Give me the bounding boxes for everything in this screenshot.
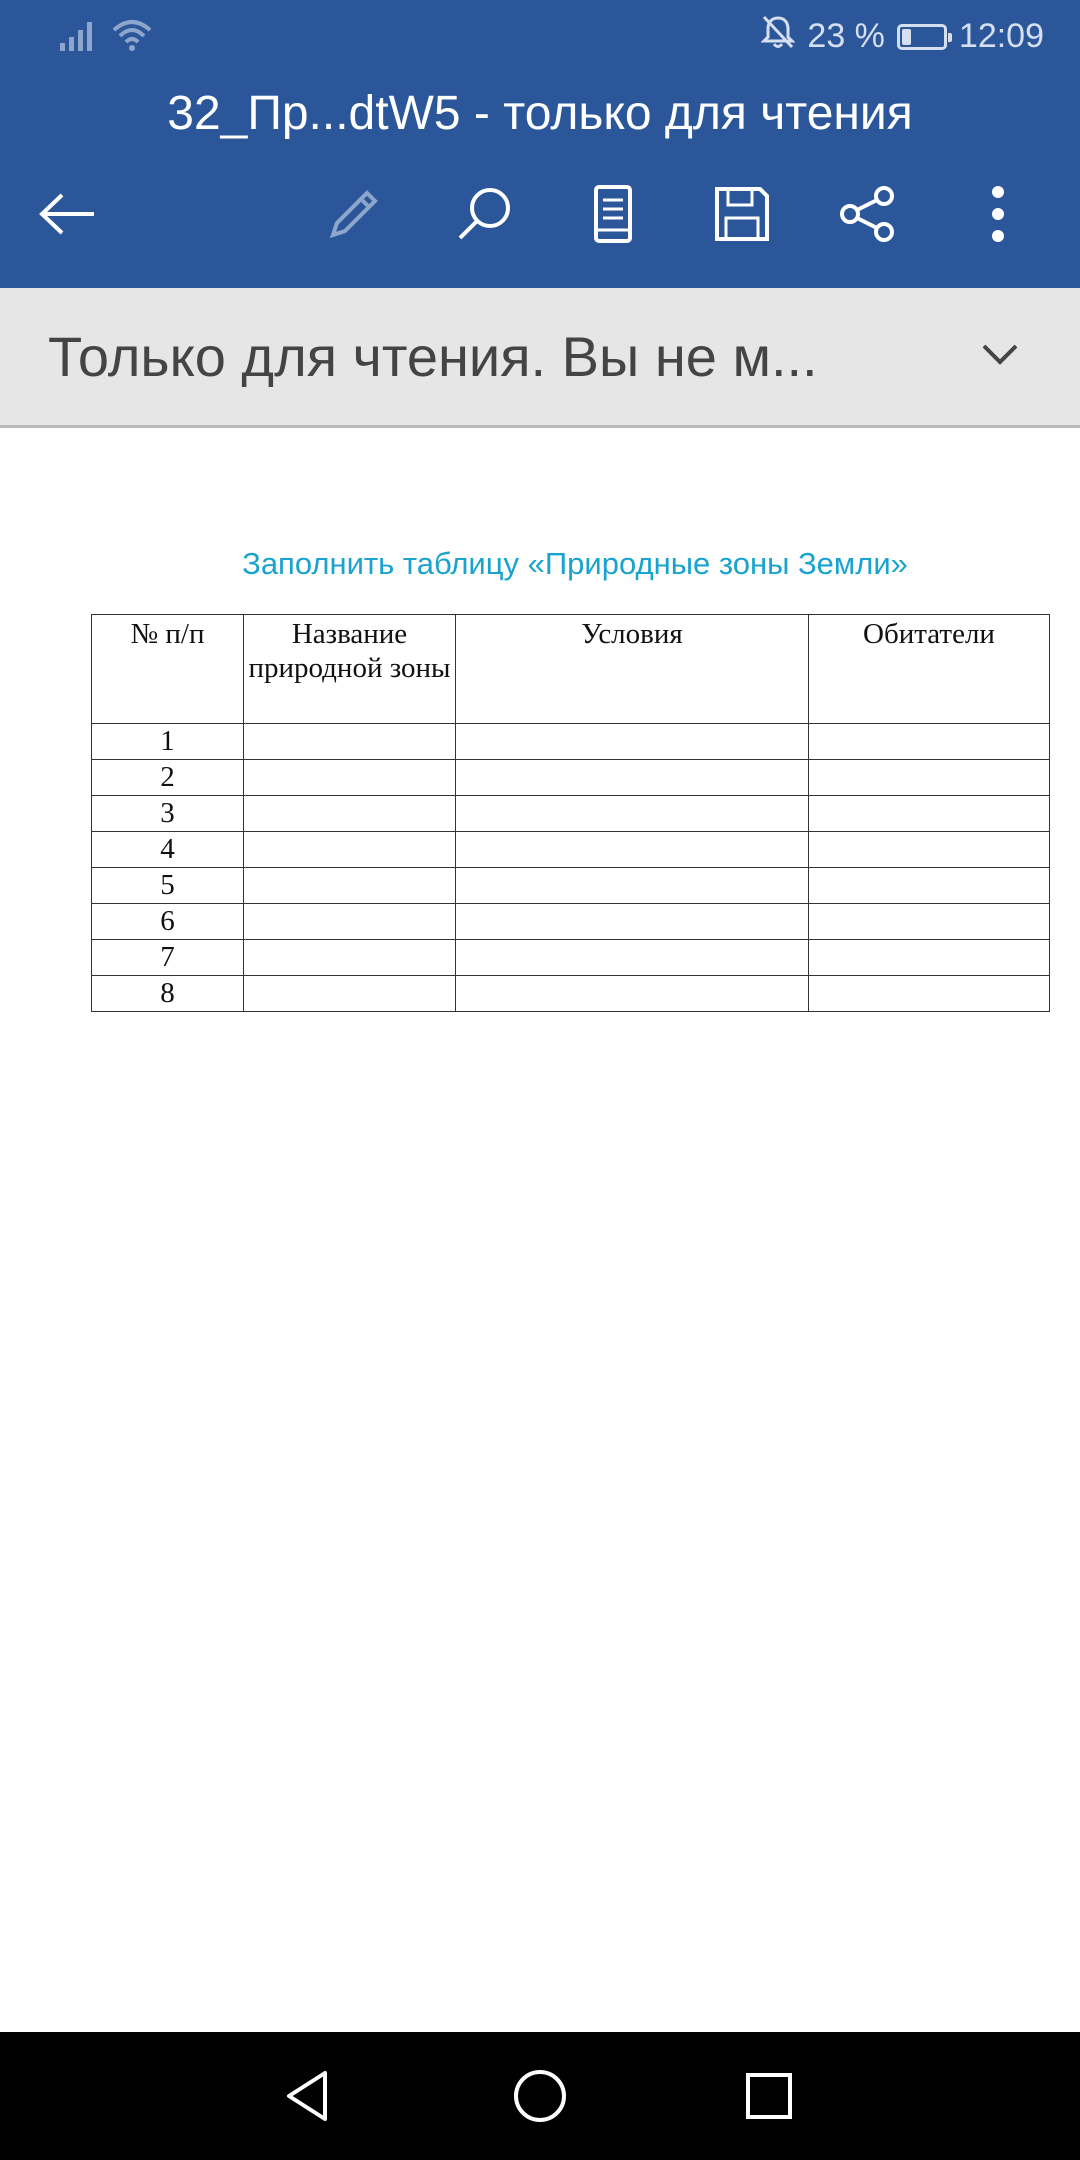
share-icon [838,184,898,244]
cell-conditions [456,724,809,760]
table-row [92,796,1050,832]
read-only-banner[interactable] [0,288,1080,428]
cell-number: 2 [92,760,244,796]
recents-square-icon [744,2071,794,2121]
reading-view-button[interactable] [571,172,655,256]
cell-inhabitants [809,796,1050,832]
cell-zone-name [244,868,456,904]
banner-expand-button[interactable] [970,324,1030,384]
more-options-button[interactable] [956,172,1040,256]
cell-number: 1 [92,724,244,760]
battery-icon [897,24,947,50]
cell-inhabitants [809,868,1050,904]
clock: 12:09 [958,17,1044,55]
table-row [92,940,1050,976]
table-row [92,760,1050,796]
header-conditions: Условия [456,615,809,724]
document-heading: Заполнить таблицу «Природные зоны Земли» [242,546,908,581]
cell-conditions [456,760,809,796]
app-bar [0,72,1080,288]
notifications-muted-icon [761,14,795,59]
nav-recents-button[interactable] [729,2056,809,2136]
chevron-down-icon [980,342,1020,366]
cell-conditions [456,940,809,976]
signal-icon [58,19,96,56]
nav-back-button[interactable] [268,2056,348,2136]
nav-home-button[interactable] [500,2056,580,2136]
cell-inhabitants [809,976,1050,1012]
status-bar [0,0,1080,72]
cell-inhabitants [809,724,1050,760]
header-number: № п/п [92,615,244,724]
battery-level [902,29,911,45]
cell-zone-name [244,724,456,760]
wifi-icon [110,18,154,57]
more-options-icon [988,184,1008,244]
cell-inhabitants [809,832,1050,868]
table-row [92,724,1050,760]
document-title: 32_Пр...dtW5 - только для чтения [167,87,913,140]
search-button[interactable] [442,172,526,256]
cell-conditions [456,832,809,868]
back-arrow-icon [38,192,98,236]
edit-button[interactable] [312,172,396,256]
table-row [92,976,1050,1012]
save-icon [712,184,772,244]
cell-inhabitants [809,940,1050,976]
header-zone-name: Название природной зоны [244,615,456,724]
cell-number: 5 [92,868,244,904]
table-row [92,832,1050,868]
cell-number: 7 [92,940,244,976]
cell-zone-name [244,976,456,1012]
reading-view-icon [591,184,635,244]
cell-zone-name [244,904,456,940]
cell-zone-name [244,796,456,832]
cell-zone-name [244,760,456,796]
table-row [92,904,1050,940]
cell-number: 3 [92,796,244,832]
cell-number: 4 [92,832,244,868]
save-button[interactable] [700,172,784,256]
cell-conditions [456,976,809,1012]
cell-zone-name [244,832,456,868]
search-icon [454,184,514,244]
read-only-banner-text: Только для чтения. Вы не м... [48,325,818,388]
system-navigation-bar [0,2032,1080,2160]
table-header-row [92,615,1050,724]
document-page [0,428,1080,2032]
back-button[interactable] [26,172,110,256]
status-right-group [761,14,1044,59]
cell-inhabitants [809,904,1050,940]
home-circle-icon [512,2068,568,2124]
cell-number: 6 [92,904,244,940]
cell-conditions [456,868,809,904]
cell-zone-name [244,940,456,976]
status-left-group [58,18,154,57]
cell-inhabitants [809,760,1050,796]
battery-percent: 23 % [807,17,885,55]
header-inhabitants: Обитатели [809,615,1050,724]
share-button[interactable] [826,172,910,256]
table-row [92,868,1050,904]
back-triangle-icon [283,2069,333,2123]
edit-pencil-icon [325,185,383,243]
natural-zones-table [91,614,1050,1012]
cell-conditions [456,904,809,940]
cell-number: 8 [92,976,244,1012]
cell-conditions [456,796,809,832]
